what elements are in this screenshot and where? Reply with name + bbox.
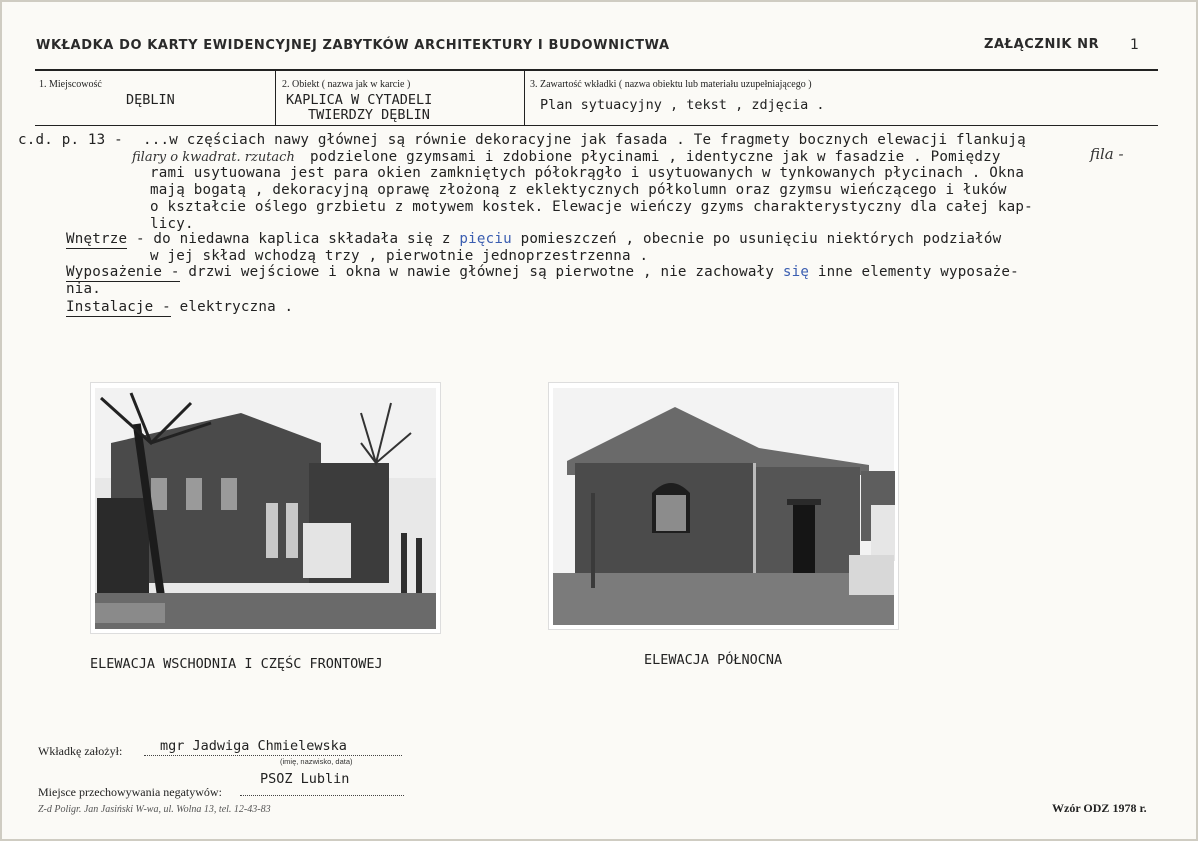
header-bottom-rule [35, 125, 1158, 126]
equipment-handwritten: się [782, 264, 810, 280]
object-value-line1: KAPLICA W CYTADELI [286, 92, 433, 108]
body-line-2-handwritten-end: fila - [1090, 145, 1124, 163]
photo-north-elevation [548, 382, 899, 630]
model-info: Wzór ODZ 1978 r. [1052, 801, 1147, 815]
equipment-text-a: drzwi wejściowe i okna w nawie głównej są pierwotne , nie zachowały [188, 264, 775, 280]
left-photo-caption: ELEWACJA WSCHODNIA I CZĘŚC FRONTOWEJ [90, 656, 383, 672]
body-line-5: o kształcie oślego grzbietu z motywem kostek. Elewacje wieńczy gzyms charakterystyczny dla całej kap- [150, 199, 1033, 215]
object-label: 2. Obiekt ( nazwa jak w karcie ) [282, 79, 411, 90]
author-value: mgr Jadwiga Chmielewska [160, 738, 347, 754]
form-title: WKŁADKA DO KARTY EWIDENCYJNEJ ZABYTKÓW ARCHITEKTURY I BUDOWNICTWA [36, 38, 670, 53]
body-line-4: mają bogatą , dekoracyjną oprawę złożoną z eklektycznych półkolumn oraz gzymsu wieńczącego i łuków [150, 182, 1007, 198]
photo-east-elevation [90, 382, 441, 634]
attachment-label: ZAŁĄCZNIK NR [984, 37, 1100, 52]
body-line-6: licy. [150, 216, 194, 232]
interior-text-b: pomieszczeń , obecnie po usunięciu niektórych podziałów [520, 231, 1002, 247]
east-elevation-image [91, 383, 440, 633]
object-value-line2: TWIERDZY DĘBLIN [308, 107, 430, 123]
body-line-2-handwritten: filary o kwadrat. rzutach [132, 150, 295, 165]
body-line-1: ...w częściach nawy głównej są równie dekoracyjne jak fasada . Te fragmety bocznych elewacji flankują [143, 132, 1026, 148]
printer-info: Z-d Poligr. Jan Jasiński W-wa, ul. Wolna 13, tel. 12-43-83 [38, 804, 271, 815]
content-label: 3. Zawartość wkładki ( nazwa obiektu lub materiału uzupełniającego ) [530, 79, 812, 90]
equipment-line-2: nia. [66, 281, 101, 297]
storage-dotted-line [240, 795, 404, 796]
interior-label: Wnętrze [66, 231, 128, 247]
north-elevation-image [549, 383, 898, 629]
interior-line-2: w jej skład wchodzą trzy , pierwotnie jednoprzestrzenna . [150, 248, 649, 264]
header-top-rule [35, 69, 1158, 71]
body-line-3: rami usytuowana jest para okien zamkniętych półokrągło i usytuowanych w tynkowanych płycinach . Okna [150, 165, 1025, 181]
equipment-label: Wyposażenie - [66, 264, 180, 280]
place-label: 1. Miejscowość [39, 79, 102, 90]
interior-text-a: - do niedawna kaplica składała się z [135, 231, 451, 247]
field-divider-1 [275, 71, 276, 125]
field-divider-2 [524, 71, 525, 125]
storage-value: PSOZ Lublin [260, 771, 350, 787]
interior-handwritten: pięciu [459, 231, 512, 247]
installations-row [66, 299, 293, 315]
equipment-row [66, 264, 1019, 280]
attachment-number: 1 [1130, 37, 1140, 53]
author-dotted-line [144, 755, 402, 756]
author-label: Wkładkę założył: [38, 744, 123, 758]
right-photo-caption: ELEWACJA PÓŁNOCNA [644, 652, 783, 668]
body-line-2: podzielone gzymsami i zdobione płycinami , identyczne jak w fasadzie . Pomiędzy [310, 149, 1001, 165]
content-value: Plan sytuacyjny , tekst , zdjęcia . [540, 97, 825, 113]
equipment-text-b: inne elementy wyposaże- [817, 264, 1019, 280]
storage-label: Miejsce przechowywania negatywów: [38, 785, 222, 799]
place-value: DĘBLIN [126, 92, 175, 108]
installations-value: elektryczna . [179, 299, 294, 315]
installations-label: Instalacje - [66, 299, 171, 315]
interior-row [66, 231, 1001, 247]
body-prefix: c.d. p. 13 - [18, 132, 123, 148]
author-hint: (imię, nazwisko, data) [280, 757, 353, 766]
